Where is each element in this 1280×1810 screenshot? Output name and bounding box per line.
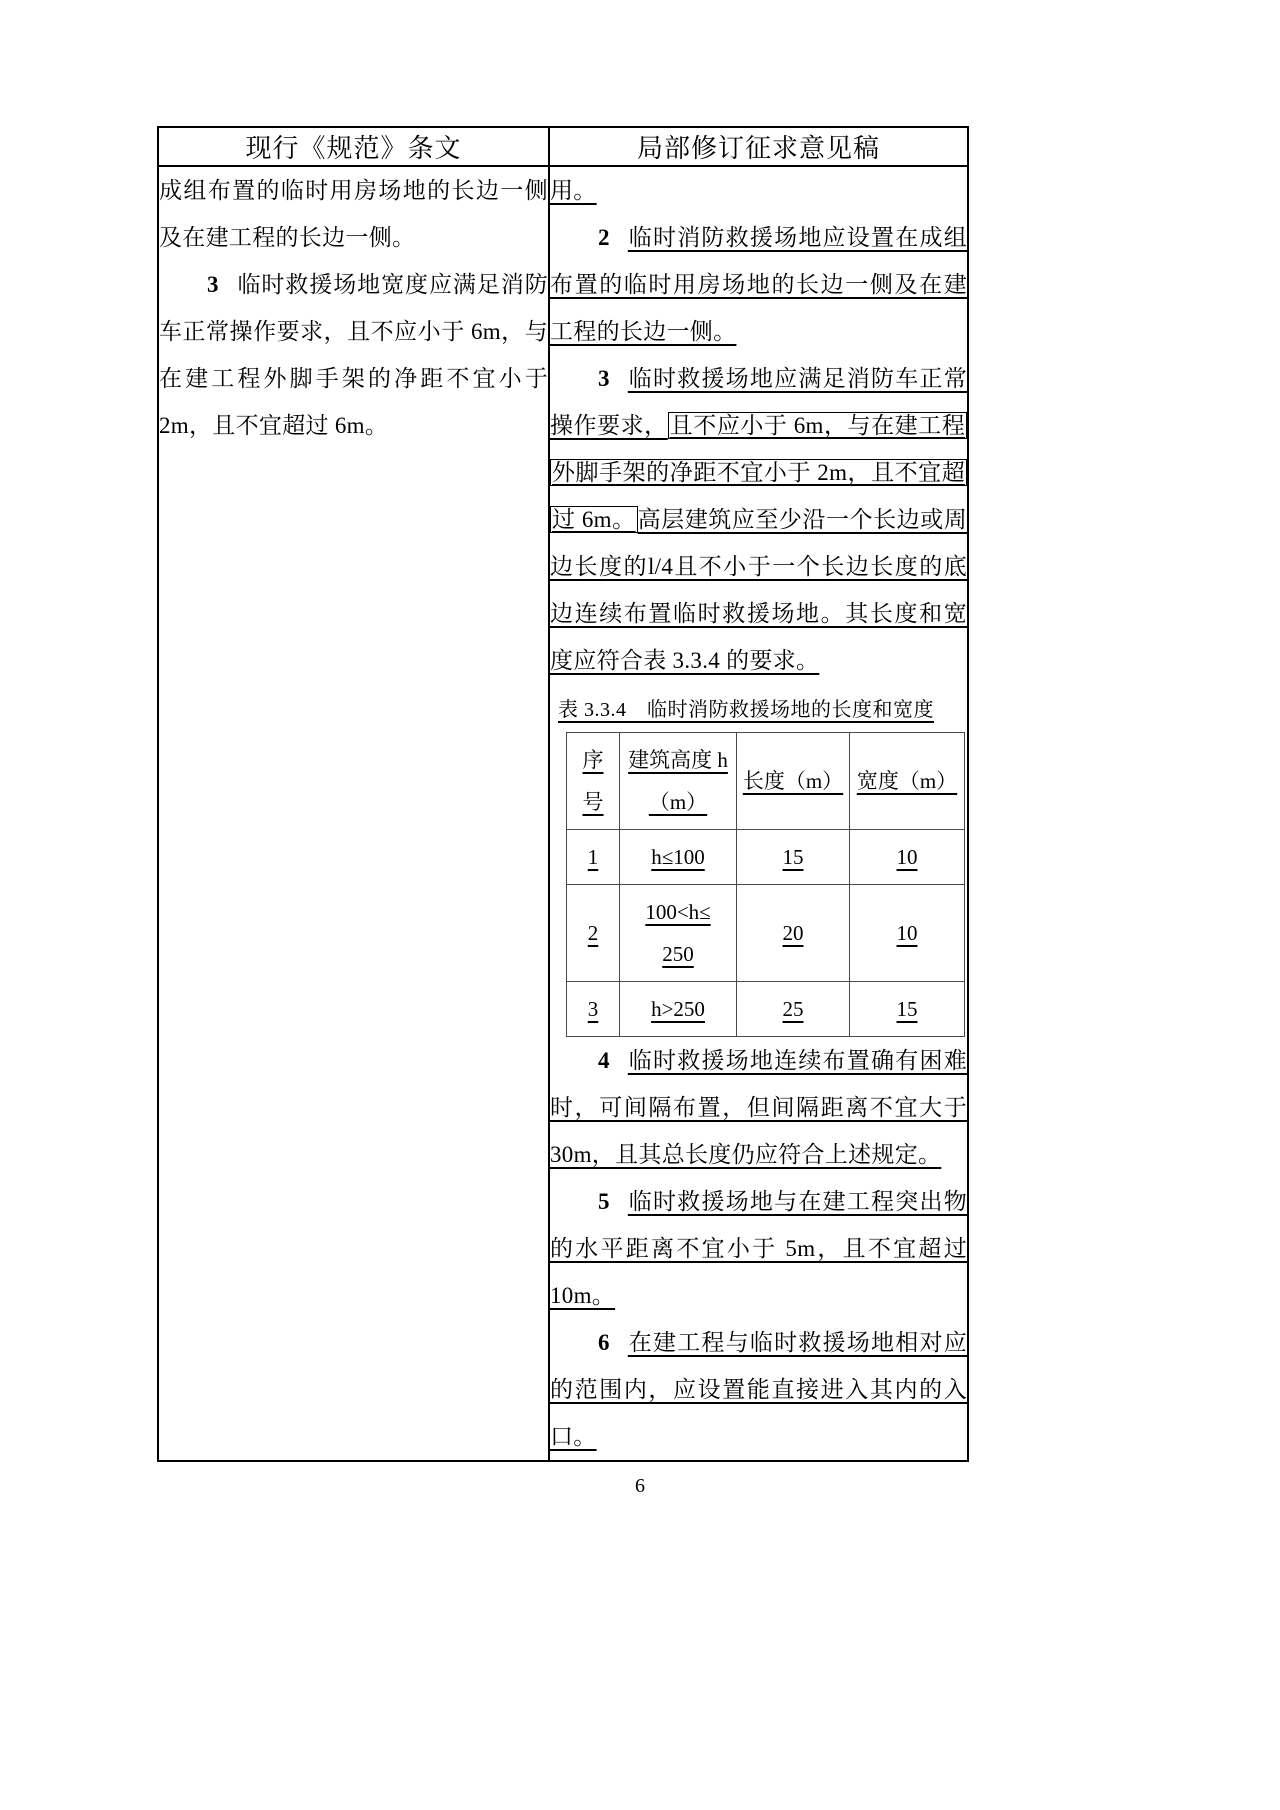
cell-width-value: 15 xyxy=(896,997,918,1021)
cell-building-height xyxy=(620,830,737,885)
column-header-building-height-line2: （m） xyxy=(648,790,708,814)
right-paragraph-3-prefix: 临时救援场地应满足消防车正常操作要求， xyxy=(550,366,967,438)
table-row xyxy=(567,830,965,885)
right-paragraph-2 xyxy=(550,214,967,355)
rescue-site-dimensions-table xyxy=(566,732,965,1037)
cell-length xyxy=(737,830,850,885)
cell-serial-no xyxy=(567,982,620,1037)
right-paragraph-5 xyxy=(550,1178,967,1319)
column-header-width xyxy=(850,733,965,830)
cell-width xyxy=(850,982,965,1037)
cell-serial-no-value: 2 xyxy=(587,921,599,945)
left-paragraph-1-text: 成组布置的临时用房场地的长边一侧及在建工程的长边一侧。 xyxy=(159,178,548,250)
table-row xyxy=(567,885,965,982)
left-paragraph-2-number: 3 xyxy=(207,272,219,297)
cell-serial-no-value: 3 xyxy=(587,997,599,1021)
page-number: 6 xyxy=(635,1475,645,1497)
column-header-width-text: 宽度（m） xyxy=(856,769,958,793)
cell-width xyxy=(850,830,965,885)
left-paragraph-2-text: 临时救援场地宽度应满足消防车正常操作要求，且不应小于 6m，与在建工程外脚手架的净距不宜小于 2m，且不宜超过 6m。 xyxy=(159,272,548,438)
left-paragraph-2 xyxy=(159,261,548,449)
cell-serial-no-value: 1 xyxy=(587,845,599,869)
right-paragraph-6-number: 6 xyxy=(598,1330,610,1355)
right-paragraph-3 xyxy=(550,355,967,684)
cell-width xyxy=(850,885,965,982)
cell-serial-no xyxy=(567,830,620,885)
cell-length-value: 25 xyxy=(782,997,804,1021)
right-paragraph-2-text: 临时消防救援场地应设置在成组布置的临时用房场地的长边一侧及在建工程的长边一侧。 xyxy=(550,225,967,344)
header-cell-current-spec: 现行《规范》条文 xyxy=(158,127,549,166)
right-paragraph-3-number: 3 xyxy=(598,366,610,391)
column-header-length xyxy=(737,733,850,830)
cell-length xyxy=(737,885,850,982)
cell-length xyxy=(737,982,850,1037)
cell-length-value: 15 xyxy=(782,845,804,869)
right-paragraph-4-number: 4 xyxy=(598,1048,610,1073)
cell-building-height-line1: 100<h≤ xyxy=(645,900,711,924)
right-paragraph-3-suffix: 高层建筑应至少沿一个长边或周边长度的l/4且不小于一个长边长度的底边连续布置临时救援场地。其长度和宽度应符合表 3.3.4 的要求。 xyxy=(550,507,968,673)
right-paragraph-2-number: 2 xyxy=(598,225,610,250)
right-column-content xyxy=(549,166,968,1461)
data-table-caption: 表 3.3.4 临时消防救援场地的长度和宽度 xyxy=(558,699,934,721)
cell-building-height xyxy=(620,982,737,1037)
cell-building-height xyxy=(620,885,737,982)
right-paragraph-5-number: 5 xyxy=(598,1189,610,1214)
right-paragraph-4 xyxy=(550,1037,967,1178)
right-lead-text xyxy=(550,167,967,214)
column-header-serial-no xyxy=(567,733,620,830)
table-header-row xyxy=(158,127,968,166)
data-table-header-row xyxy=(567,733,965,830)
header-cell-revision-draft: 局部修订征求意见稿 xyxy=(549,127,968,166)
cell-building-height-line2: 250 xyxy=(662,942,694,966)
column-header-building-height-line1: 建筑高度 h xyxy=(628,748,728,772)
right-paragraph-6-text: 在建工程与临时救援场地相对应的范围内，应设置能直接进入其内的入口。 xyxy=(550,1330,967,1449)
right-paragraph-5-text: 临时救援场地与在建工程突出物的水平距离不宜小于 5m，且不宜超过 10m。 xyxy=(550,1189,967,1308)
table-row xyxy=(567,982,965,1037)
cell-building-height-value: h≤100 xyxy=(651,845,705,869)
column-header-serial-no-line1: 序 xyxy=(582,748,604,772)
right-paragraph-3-boxed-revision: 且不应小于 6m，与在建工程外脚手架的净距不宜小于 2m，且不宜超过 6m。 xyxy=(552,413,966,532)
left-paragraph-1 xyxy=(159,167,548,261)
cell-width-value: 10 xyxy=(896,845,918,869)
right-paragraph-6 xyxy=(550,1319,967,1460)
table-body-row xyxy=(158,166,968,1461)
left-column-content xyxy=(158,166,549,1461)
cell-serial-no xyxy=(567,885,620,982)
cell-length-value: 20 xyxy=(782,921,804,945)
right-paragraph-4-text: 临时救援场地连续布置确有困难时，可间隔布置，但间隔距离不宜大于 30m，且其总长度仍应符合上述规定。 xyxy=(550,1048,967,1167)
comparison-table xyxy=(157,126,969,1462)
column-header-serial-no-line2: 号 xyxy=(582,790,604,814)
column-header-length-text: 长度（m） xyxy=(742,769,844,793)
cell-building-height-value: h>250 xyxy=(651,997,705,1021)
column-header-building-height xyxy=(620,733,737,830)
cell-width-value: 10 xyxy=(896,921,918,945)
right-lead-text-value: 用。 xyxy=(550,178,597,203)
